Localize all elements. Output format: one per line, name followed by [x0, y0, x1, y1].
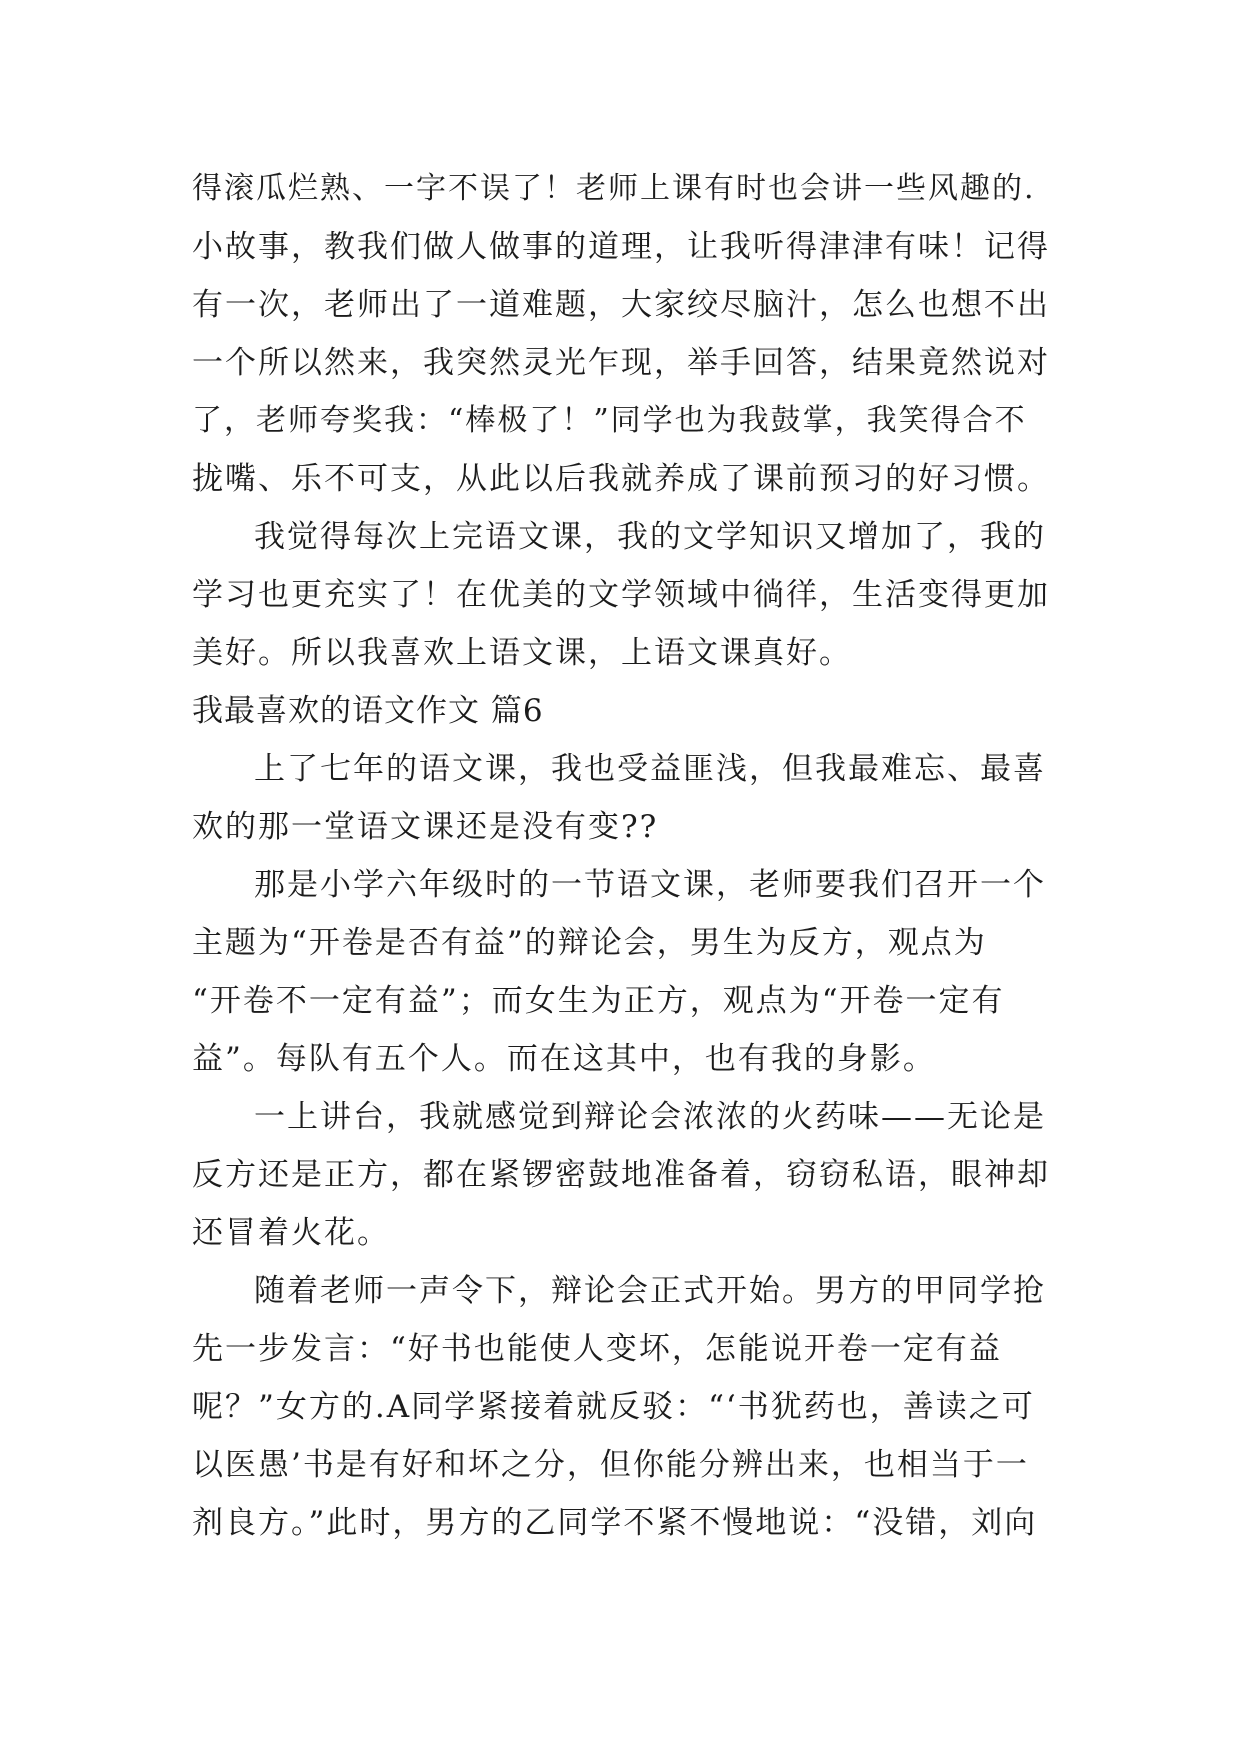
text-line: 还冒着火花。 [192, 1215, 390, 1251]
text-line: 美好。所以我喜欢上语文课，上语文课真好。 [192, 635, 852, 671]
text-line: 以医愚’书是有好和坏之分，但你能分辨出来，也相当于一 [192, 1447, 1029, 1483]
text-line: 先一步发言：“好书也能使人变坏，怎能说开卷一定有益 [192, 1331, 1002, 1367]
text-line: 上了七年的语文课，我也受益匪浅，但我最难忘、最喜 [254, 751, 1046, 787]
text-line: 那是小学六年级时的一节语文课，老师要我们召开一个 [254, 867, 1046, 903]
text-line: 主题为“开卷是否有益”的辩论会，男生为反方，观点为 [192, 925, 987, 961]
text-line: 欢的那一堂语文课还是没有变?? [192, 809, 659, 845]
text-line: 小故事，教我们做人做事的道理，让我听得津津有味！记得 [192, 229, 1050, 265]
text-line: 剂良方。”此时，男方的乙同学不紧不慢地说：“没错，刘向 [192, 1505, 1038, 1541]
text-line: 我觉得每次上完语文课，我的文学知识又增加了，我的 [254, 519, 1046, 555]
text-line: 一上讲台，我就感觉到辩论会浓浓的火药味——无论是 [254, 1099, 1046, 1135]
text-line: 反方还是正方，都在紧锣密鼓地准备着，窃窃私语，眼神却 [192, 1157, 1050, 1193]
text-line: 拢嘴、乐不可支，从此以后我就养成了课前预习的好习惯。 [192, 461, 1050, 497]
text-line: 呢？”女方的.A同学紧接着就反驳：“‘书犹药也，善读之可 [192, 1389, 1035, 1425]
text-line: “开卷不一定有益”；而女生为正方，观点为“开卷一定有 [192, 983, 1005, 1019]
text-line: 益”。每队有五个人。而在这其中，也有我的身影。 [192, 1041, 936, 1077]
text-line: 得滚瓜烂熟、一字不误了！老师上课有时也会讲一些风趣的. [192, 171, 1036, 206]
text-line: 有一次，老师出了一道难题，大家绞尽脑汁，怎么也想不出 [192, 287, 1050, 323]
text-line: 学习也更充实了！在优美的文学领域中徜徉，生活变得更加 [192, 577, 1050, 613]
text-line: 了，老师夸奖我：“棒极了！”同学也为我鼓掌，我笑得合不 [192, 403, 1027, 438]
text-line: 随着老师一声令下，辩论会正式开始。男方的甲同学抢 [254, 1273, 1046, 1309]
section-heading: 我最喜欢的语文作文 篇6 [192, 693, 544, 729]
essay-text-block [192, 160, 1052, 1552]
text-line: 一个所以然来，我突然灵光乍现，举手回答，结果竟然说对 [192, 345, 1050, 381]
